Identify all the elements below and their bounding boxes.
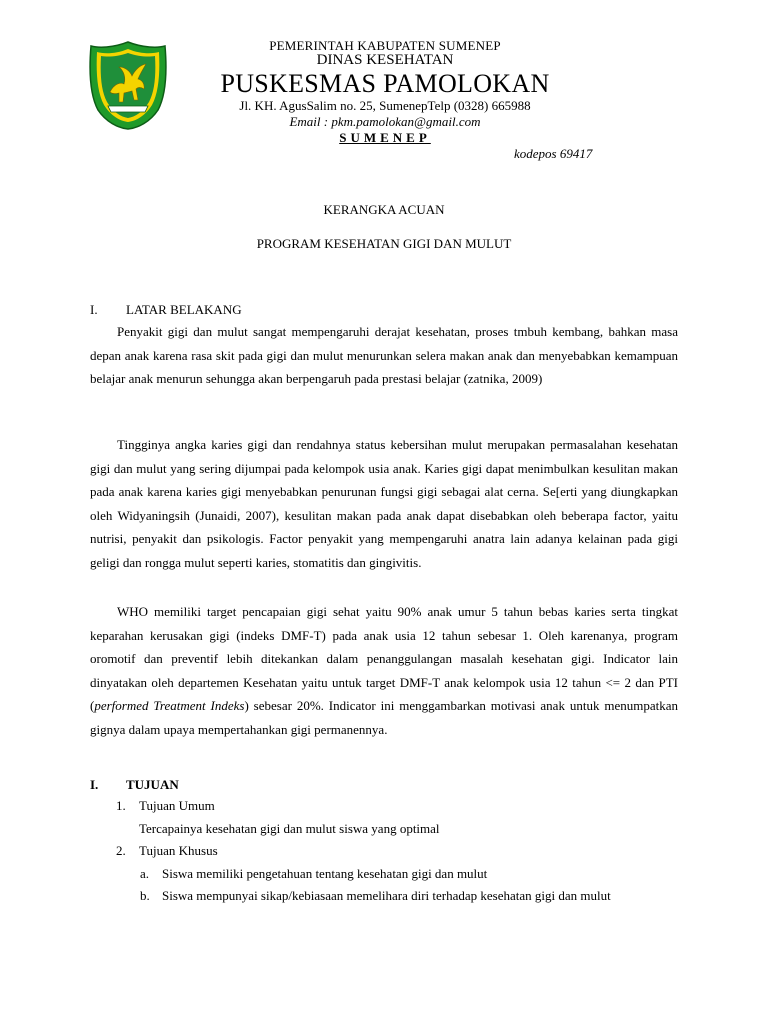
section-latar-belakang — [90, 298, 678, 322]
paragraph-2 — [90, 433, 678, 574]
email-line: Email : pkm.pamolokan@gmail.com — [289, 114, 481, 129]
section-title: TUJUAN — [126, 777, 179, 792]
section-heading — [90, 773, 678, 797]
paragraph-segment: WHO memiliki target pencapaian gigi sehat yaitu 90% anak umur 5 tahun bebas karies serta tingkat keparahan kerusakan gigi (indeks DMF-T) pada anak usia 12 tahun sebesar 1. Oleh karenanya, program oromotif dan preventif lebih ditekankan dalam penanggulangan masalah kesehatan gigi. Indicator lain dinyatakan oleh departemen Kesehatan yaitu untuk target DMF-T anak kelompok usia 12 tahun <= 2 dan PTI ( — [90, 604, 678, 713]
paragraph-text — [90, 600, 678, 741]
city-name: SUMENEP — [339, 130, 431, 145]
postal-code: kodepos 69417 — [514, 146, 593, 161]
tujuan-list — [90, 795, 678, 908]
institution-name: PUSKESMAS PAMOLOKAN — [220, 69, 550, 98]
section-number: I. — [90, 777, 99, 792]
section-tujuan — [90, 773, 678, 797]
list-item — [90, 795, 678, 818]
regency-emblem-logo — [88, 40, 168, 130]
paragraph-italic-term: performed Treatment Indeks — [94, 698, 245, 713]
paragraph-3 — [90, 600, 678, 741]
document-subtitle: PROGRAM KESEHATAN GIGI DAN MULUT — [256, 236, 512, 251]
address-line: Jl. KH. AgusSalim no. 25, SumenepTelp (0328) 665988 — [239, 98, 531, 113]
list-number: 2. — [116, 843, 126, 858]
list-item-detail — [90, 818, 678, 841]
sub-list-text: Siswa memiliki pengetahuan tentang kesehatan gigi dan mulut — [162, 865, 488, 881]
list-text: Tercapainya kesehatan gigi dan mulut siswa yang optimal — [139, 820, 440, 836]
section-number: I. — [90, 302, 98, 317]
sub-list-item — [90, 863, 678, 886]
section-heading — [90, 298, 678, 322]
department-name: DINAS KESEHATAN — [316, 52, 454, 68]
paragraph-text: Penyakit gigi dan mulut sangat mempengaruhi derajat kesehatan, proses tmbuh kembang, bahkan masa depan anak karena rasa skit pada gigi dan mulut menurunkan selera makan anak dan menyebabkan kemampuan belajar anak menurun sehungga akan berpengaruh pada prestasi belajar (zatnika, 2009) — [90, 324, 678, 386]
list-number: 1. — [116, 798, 126, 813]
sub-list-text: Siswa mempunyai sikap/kebiasaan memelihara diri terhadap kesehatan gigi dan mulut — [162, 888, 611, 903]
paragraph-1 — [90, 320, 678, 391]
paragraph-text: Tingginya angka karies gigi dan rendahnya status kebersihan mulut merupakan permasalahan kesehatan gigi dan mulut yang sering dijumpai pada kelompok usia anak. Karies gigi dapat menimbulkan kesulitan makan pada anak karena karies gigi menyebabkan penurunan fungsi gigi sebagai alat cerna. Se[erti yang diungkapkan oleh Widyaningsih (Junaidi, 2007), kesulitan makan pada anak dapat disebabkan oleh beberapa factor, yaitu nutrisi, penyakit dan psikologis. Factor penyakit yang mempengaruhi anatra lain adanya kelainan pada gigi geligi dan rongga mulut seperti karies, stomatitis dan gingivitis. — [90, 437, 678, 570]
section-title: LATAR BELAKANG — [126, 302, 242, 317]
sub-list-letter: a. — [140, 865, 150, 881]
sub-list-item — [90, 885, 678, 908]
document-title: KERANGKA ACUAN — [323, 202, 445, 217]
list-label: Tujuan Khusus — [139, 843, 218, 858]
government-name: PEMERINTAH KABUPATEN SUMENEP — [269, 38, 501, 53]
list-label: Tujuan Umum — [139, 798, 215, 813]
paragraph-segment: ) sebesar 20%. Indicator ini menggambarkan motivasi anak untuk menumpatkan gignya dalam upaya mempertahankan gigi permanennya. — [90, 698, 678, 737]
sub-list-letter: b. — [140, 888, 150, 903]
list-item — [90, 840, 678, 863]
